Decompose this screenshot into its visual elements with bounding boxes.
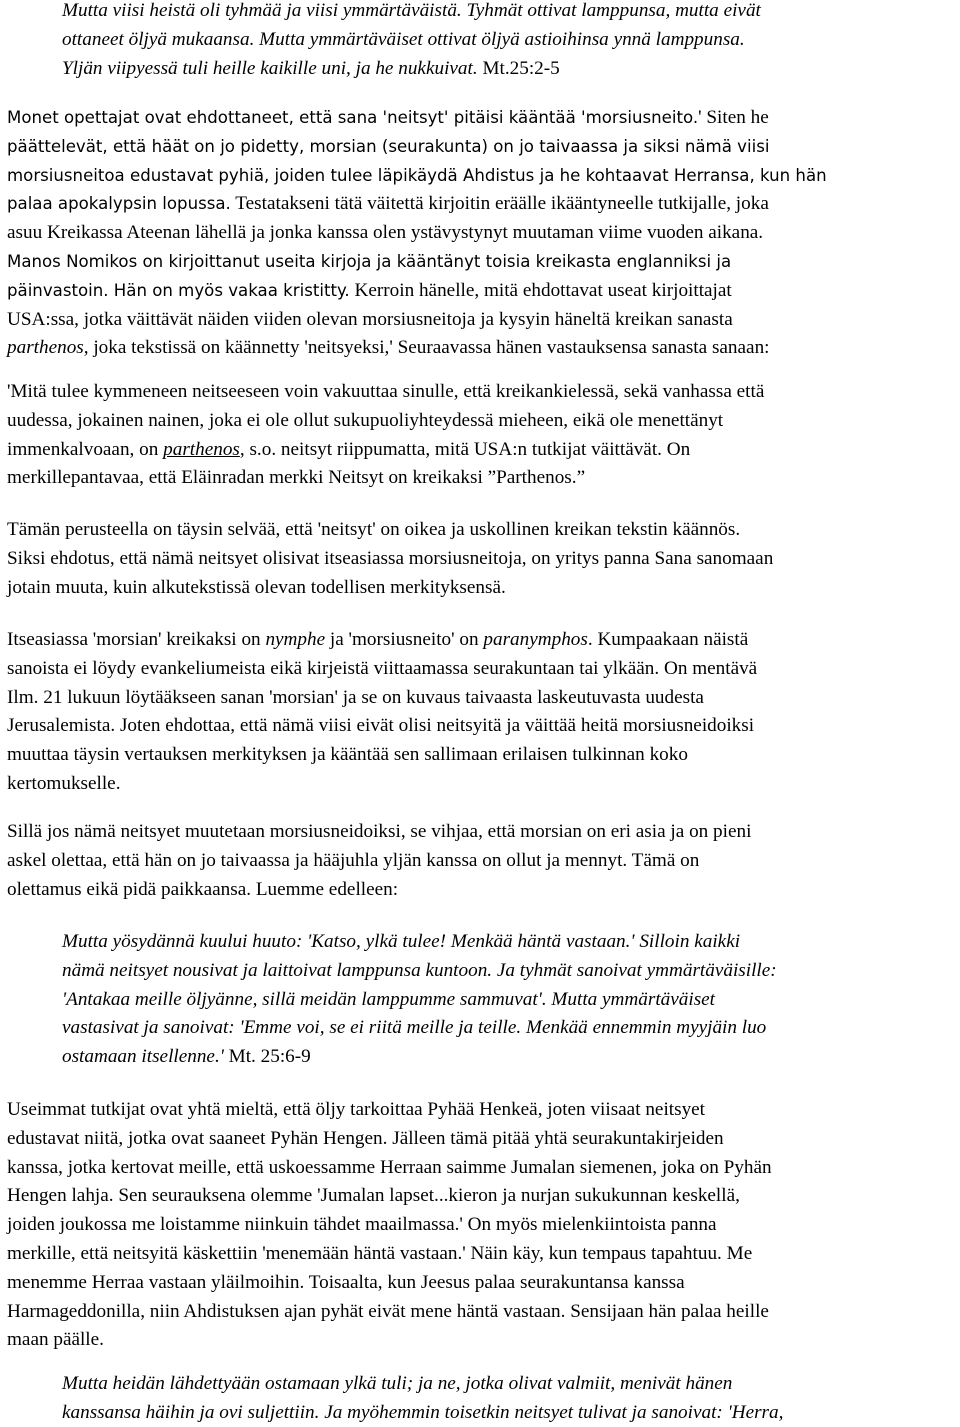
- quote-line: vastasivat ja sanoivat: 'Emme voi, se ei riitä meille ja teille. Menkää ennemmin myyjäin luo: [62, 1017, 767, 1039]
- quote-line: ostamaan itsellenne.' Mt. 25:6-9: [62, 1046, 311, 1068]
- text-line: muuttaa täysin vertauksen merkityksen ja kääntää sen sallimaan erilaisen tulkinnan koko: [7, 744, 688, 766]
- quote-line: Mutta yösydännä kuului huuto: 'Katso, ylkä tulee! Menkää häntä vastaan.' Silloin kaikki: [62, 931, 741, 952]
- paragraph-5: [7, 818, 957, 904]
- text-line: Monet opettajat ovat ehdottaneet, että sana 'neitsyt' pitäisi kääntää 'morsiusneito.' Siten he: [7, 107, 769, 128]
- text-line: kertomukselle.: [7, 772, 121, 794]
- greek-term: parthenos: [163, 438, 240, 460]
- text-line: merkille, että neitsyitä käskettiin 'menemään häntä vastaan.' Näin käy, kun tempaus tapahtuu. Me: [7, 1242, 753, 1264]
- quote-line: Mutta heidän lähdettyään ostamaan ylkä tuli; ja ne, jotka olivat valmiit, menivät hänen: [62, 1373, 733, 1394]
- scripture-quote-1: [62, 0, 957, 83]
- text-line: Hengen lahja. Sen seurauksena olemme 'Jumalan lapset...kieron ja nurjan sukukunnan keskellä,: [7, 1185, 740, 1207]
- text-line: parthenos, joka tekstissä on käännetty 'neitsyeksi,' Seuraavassa hänen vastauksensa sanasta sanaan:: [7, 337, 770, 359]
- text-line: päättelevät, että häät on jo pidetty, morsian (seurakunta) on jo taivaassa ja siksi nämä viisi: [7, 136, 770, 156]
- text-line: Itseasiassa 'morsian' kreikaksi on nymphe ja 'morsiusneito' on paranymphos. Kumpaakaan näistä: [7, 629, 749, 650]
- text-line: asuu Kreikassa Ateenan lähellä ja jonka kanssa olen ystävystynyt muutaman viime vuoden aikana.: [7, 222, 764, 244]
- scripture-reference: Mt. 25:6-9: [223, 1046, 311, 1068]
- paragraph-3: [7, 516, 957, 602]
- scripture-quote-3: [62, 1370, 957, 1427]
- quote-line: nämä neitsyet nousivat ja laittoivat lamppunsa kuntoon. Ja tyhmät sanoivat ymmärtäväisille:: [62, 959, 777, 981]
- text-line: maan päälle.: [7, 1329, 104, 1351]
- text-line: edustavat niitä, jotka ovat saaneet Pyhän Hengen. Jälleen tämä pitää yhtä seurakuntakirjeiden: [7, 1127, 724, 1149]
- text-line: jotain muuta, kuin alkutekstissä olevan todellisen merkityksensä.: [7, 576, 506, 598]
- greek-term: parthenos: [7, 337, 84, 359]
- text-line: Useimmat tutkijat ovat yhtä mieltä, että öljy tarkoittaa Pyhää Henkeä, joten viisaat neitsyet: [7, 1099, 706, 1120]
- paragraph-2: [7, 378, 957, 493]
- paragraph-6: [7, 1096, 957, 1355]
- greek-term: paranymphos: [483, 629, 588, 650]
- quote-line: ottaneet öljyä mukaansa. Mutta ymmärtäväiset ottivat öljyä astioihinsa ynnä lamppunsa.: [62, 28, 745, 50]
- quote-line: Mutta viisi heistä oli tyhmää ja viisi ymmärtäväistä. Tyhmät ottivat lamppunsa, mutta eivät: [62, 0, 761, 21]
- text-line: USA:ssa, jotka väittävät näiden viiden olevan morsiusneitoja ja kysyin häneltä kreikan sanasta: [7, 308, 733, 330]
- paragraph-1: [7, 104, 957, 363]
- paragraph-4: [7, 626, 957, 799]
- text-line: päinvastoin. Hän on myös vakaa kristitty. Kerroin hänelle, mitä ehdottavat useat kirjoittajat: [7, 279, 732, 301]
- text-line: sanoista ei löydy evankeliumeista eikä kirjeistä viittaamassa seurakuntaan tai ylkään. On mentävä: [7, 657, 758, 679]
- text-line: joiden joukossa me loistamme niinkuin tähdet maailmassa.' On myös mielenkiintoista panna: [7, 1214, 717, 1236]
- text-line: askel olettaa, että hän on jo taivaassa ja hääjuhla yljän kanssa on ollut ja mennyt. Tämä on: [7, 849, 700, 871]
- text-line: Ilm. 21 lukuun löytääkseen sanan 'morsian' ja se on kuvaus taivaasta laskeutuvasta uudesta: [7, 686, 704, 708]
- text-line: 'Mitä tulee kymmeneen neitseeseen voin vakuuttaa sinulle, että kreikankielessä, sekä vanhassa että: [7, 381, 765, 402]
- text-line: merkillepantavaa, että Eläinradan merkki Neitsyt on kreikaksi ”Parthenos.”: [7, 467, 586, 489]
- text-line: immenkalvoaan, on parthenos, s.o. neitsyt riippumatta, mitä USA:n tutkijat väittävät. On: [7, 438, 691, 460]
- quote-line: kanssansa häihin ja ovi suljettiin. Ja myöhemmin toisetkin neitsyet tulivat ja sanoivat: 'Herra,: [62, 1401, 784, 1423]
- text-line: kanssa, jotka kertovat meille, että uskoessamme Herraan saimme Jumalan siemenen, joka on Pyhän: [7, 1156, 772, 1178]
- greek-term: nymphe: [265, 629, 326, 650]
- text-line: uudessa, jokainen nainen, joka ei ole ollut sukupuoliyhteydessä mieheen, eikä ole menettänyt: [7, 409, 724, 431]
- text-line: Jerusalemista. Joten ehdottaa, että nämä viisi eivät olisi neitsyitä ja väittää heitä morsiusneidoiksi: [7, 715, 755, 737]
- text-line: Sillä jos nämä neitsyet muutetaan morsiusneidoiksi, se vihjaa, että morsian on eri asia ja on pieni: [7, 821, 752, 842]
- scripture-quote-2: [62, 928, 957, 1072]
- text-line: palaa apokalypsin lopussa. Testatakseni tätä väitettä kirjoitin eräälle ikääntyneelle tutkijalle, joka: [7, 193, 769, 215]
- scripture-reference: Mt.25:2-5: [482, 57, 560, 79]
- quote-line: 'Antakaa meille öljyänne, sillä meidän lamppumme sammuvat'. Mutta ymmärtäväiset: [62, 988, 716, 1010]
- text-line: morsiusneitoa edustavat pyhiä, joiden tulee läpikäydä Ahdistus ja he kohtaavat Herransa, kun hän: [7, 165, 827, 185]
- text-line: Harmageddonilla, niin Ahdistuksen ajan pyhät eivät mene häntä vastaan. Sensijaan hän palaa heille: [7, 1300, 769, 1322]
- text-line: Manos Nomikos on kirjoittanut useita kirjoja ja kääntänyt toisia kreikasta englanniksi ja: [7, 251, 732, 271]
- text-line: Tämän perusteella on täysin selvää, että 'neitsyt' on oikea ja uskollinen kreikan tekstin käännös.: [7, 519, 741, 540]
- quote-line: Yljän viipyessä tuli heille kaikille uni, ja he nukkuivat. Mt.25:2-5: [62, 57, 560, 79]
- text-line: Siksi ehdotus, että nämä neitsyet olisivat itseasiassa morsiusneitoja, on yritys panna Sana sanomaan: [7, 547, 774, 569]
- text-line: menemme Herraa vastaan yläilmoihin. Toisaalta, kun Jeesus palaa seurakuntansa kanssa: [7, 1271, 685, 1293]
- text-line: olettamus eikä pidä paikkaansa. Luemme edelleen:: [7, 878, 399, 900]
